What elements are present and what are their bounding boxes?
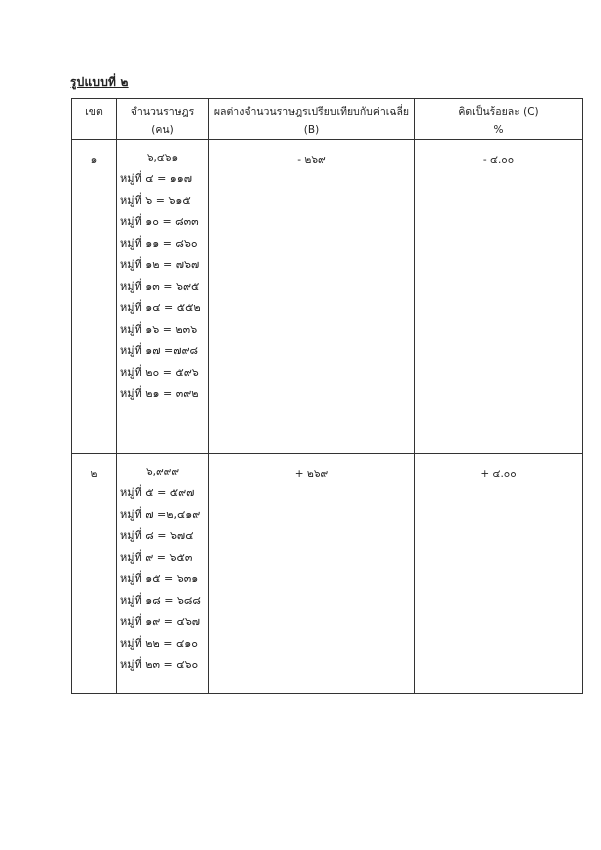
- percent-value: + ๔.๐๐: [480, 468, 517, 480]
- header-difference-code: (B): [303, 124, 320, 136]
- village-entry: หมู่ที่ ๑๖ = ๒๓๖: [120, 322, 198, 336]
- header-percent-label: คิดเป็นร้อยละ (C): [458, 106, 539, 118]
- village-entry: หมู่ที่ ๒๒ = ๔๑๐: [120, 636, 198, 650]
- village-entry: หมู่ที่ ๑๘ = ๖๘๘: [120, 593, 201, 607]
- header-population-unit: (คน): [151, 124, 174, 136]
- header-zone-label: เขต: [85, 106, 103, 118]
- header-percent-unit: %: [493, 124, 504, 136]
- village-entry: หมู่ที่ ๔ = ๑๑๗: [120, 172, 193, 185]
- percent-value: - ๔.๐๐: [482, 154, 515, 166]
- village-entry: หมู่ที่ ๒๓ = ๔๖๐: [120, 658, 199, 671]
- table-row-zone-2: [72, 454, 583, 694]
- header-difference-label: ผลต่างจำนวนราษฎรเปรียบเทียบกับค่าเฉลี่ย: [213, 106, 410, 118]
- header-difference: [209, 99, 415, 140]
- difference-cell: [209, 454, 415, 694]
- difference-value: - ๒๖๙: [297, 154, 326, 166]
- percent-cell: [415, 454, 583, 694]
- village-entry: หมู่ที่ ๑๗ =๗๙๘: [120, 344, 199, 357]
- village-entry: หมู่ที่ ๒๐ = ๕๙๖: [120, 365, 199, 379]
- village-entry: หมู่ที่ ๕ = ๕๙๗: [120, 486, 195, 499]
- zone-number-cell: [72, 140, 117, 454]
- difference-cell: [209, 140, 415, 454]
- village-entry: หมู่ที่ ๘ = ๖๗๔: [120, 529, 194, 542]
- population-total: ๖,๔๖๑: [146, 152, 179, 164]
- population-cell: [117, 454, 209, 694]
- zone-number: ๒: [90, 468, 98, 480]
- village-entry: หมู่ที่ ๑๕ = ๖๓๑: [120, 572, 199, 585]
- difference-value: + ๒๖๙: [294, 468, 329, 480]
- population-cell: [117, 140, 209, 454]
- zone-number-cell: [72, 454, 117, 694]
- population-total: ๖,๙๙๙: [145, 466, 180, 478]
- header-zone: [72, 99, 117, 140]
- header-population-label: จำนวนราษฎร: [130, 106, 195, 118]
- village-entry: หมู่ที่ ๑๑ = ๘๖๐: [120, 236, 198, 250]
- document-title: รูปแบบที่ ๒: [70, 75, 129, 89]
- header-population: [117, 99, 209, 140]
- village-entry: หมู่ที่ ๙ = ๖๕๓: [120, 550, 193, 564]
- table-row-zone-1: [72, 140, 583, 454]
- header-percent: [415, 99, 583, 140]
- village-entry: หมู่ที่ ๑๒ = ๗๖๗: [120, 258, 200, 271]
- village-entry: หมู่ที่ ๒๑ = ๓๙๒: [120, 387, 199, 400]
- village-entry: หมู่ที่ ๑๐ = ๘๓๓: [120, 215, 199, 228]
- percent-cell: [415, 140, 583, 454]
- zone-population-table: [71, 98, 583, 694]
- village-entry: หมู่ที่ ๑๔ = ๕๕๒: [120, 301, 201, 314]
- table-header-row: [72, 99, 583, 140]
- village-entry: หมู่ที่ ๗ =๒,๔๑๙: [120, 507, 201, 521]
- village-entry: หมู่ที่ ๑๙ = ๔๖๗: [120, 615, 201, 628]
- village-entry: หมู่ที่ ๑๓ = ๖๙๕: [120, 279, 200, 293]
- zone-number: ๑: [90, 154, 98, 166]
- village-entry: หมู่ที่ ๖ = ๖๑๕: [120, 193, 191, 207]
